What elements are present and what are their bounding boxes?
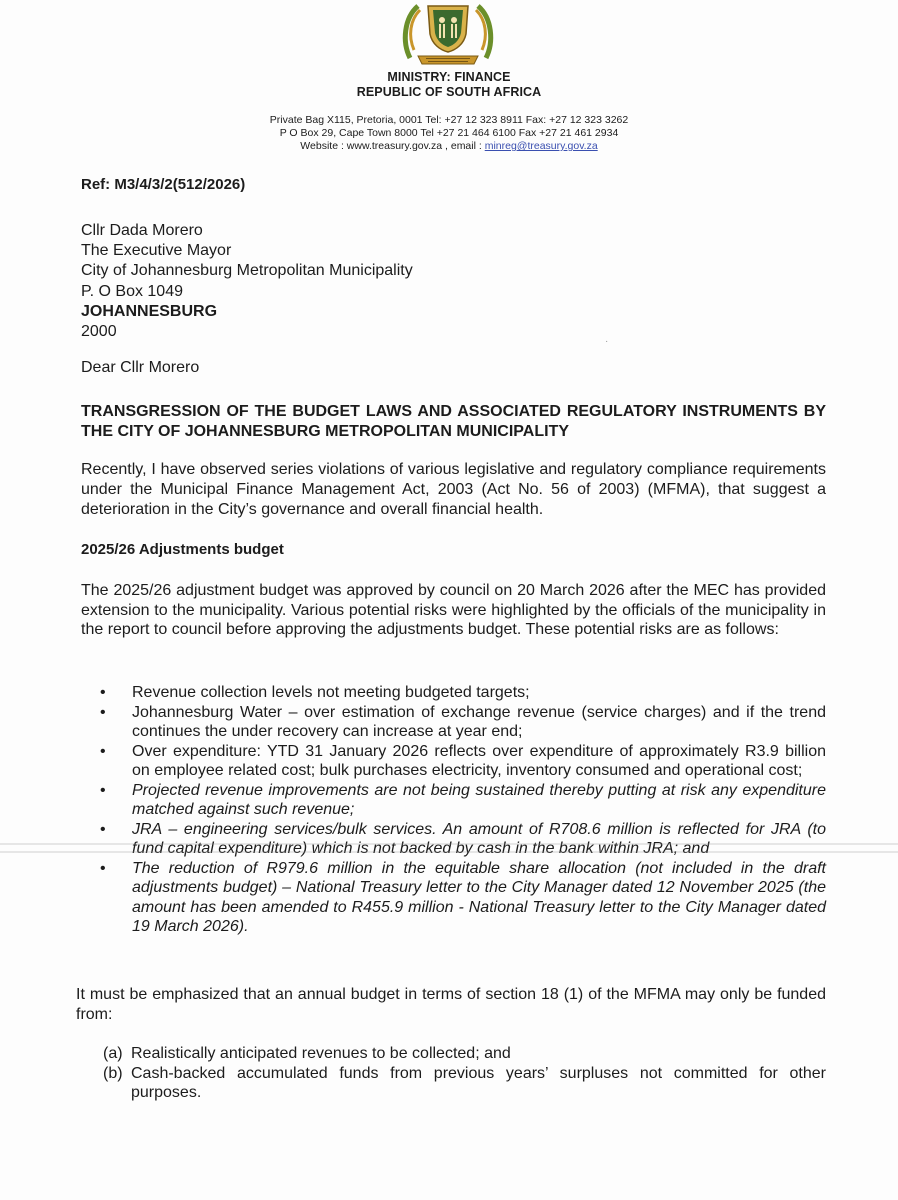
bullet-icon: • [100,703,106,721]
list-item [100,742,826,781]
risk-text: Johannesburg Water – over estimation of exchange revenue (service charges) and if the trend continues the under recovery can increase at year end; [132,703,826,740]
funding-list [103,1044,826,1103]
letterhead-contact [0,114,898,153]
risk-text: JRA – engineering services/bulk services. An amount of R708.6 million is reflected for JRA (to fund capital expenditure) which is not backed by cash in the bank within JRA; and [132,820,826,857]
website-line [0,140,898,153]
list-item [103,1044,826,1064]
recipient-organisation: City of Johannesburg Metropolitan Municipality [81,262,413,280]
risk-text: The reduction of R979.6 million in the equitable share allocation (not included in the draft adjustments budget) – National Treasury letter to the City Manager dated 12 November 2025 (the amount has been amended to R455.9 million - National Treasury letter to the City Manager dated 19 March 2026). [132,859,826,935]
list-item [103,1064,826,1103]
pencil-mark: · [605,336,609,347]
section-paragraph: The 2025/26 adjustment budget was approved by council on 20 March 2026 after the MEC has provided extension to the municipality. Various potential risks were highlighted by the officials of the municipality in the report to council before approving the adjustments budget. These potential risks are as follows: [81,582,826,639]
reference-number: Ref: M3/4/3/2(512/2026) [81,176,246,193]
recipient-address [81,221,413,342]
ministry-heading [0,70,898,100]
coat-of-arms-icon [400,0,496,66]
emphasis-paragraph: It must be emphasized that an annual budget in terms of section 18 (1) of the MFMA may only be funded from: [76,986,826,1023]
risk-text: Revenue collection levels not meeting budgeted targets; [132,684,530,701]
email-link[interactable]: minreg@treasury.gov.za [484,140,598,152]
list-marker: (a) [103,1045,123,1062]
bullet-icon: • [100,859,106,877]
scan-artifact-line [0,851,898,853]
funding-text: Realistically anticipated revenues to be collected; and [131,1045,511,1062]
subject-heading: TRANSGRESSION OF THE BUDGET LAWS AND ASSOCIATED REGULATORY INSTRUMENTS BY THE CITY OF JOHANNESBURG METROPOLITAN MUNICIPALITY [81,403,826,440]
risk-text: Projected revenue improvements are not being sustained thereby putting at risk any expenditure matched against such revenue; [132,781,826,818]
bullet-icon: • [100,684,106,701]
recipient-city: JOHANNESBURG [81,302,218,320]
funding-text: Cash-backed accumulated funds from previous years’ surpluses not committed for other purposes. [131,1064,826,1101]
recipient-name: Cllr Dada Morero [81,222,203,239]
scan-artifact-line [0,843,898,845]
bullet-icon: • [100,781,106,799]
intro-paragraph: Recently, I have observed series violations of various legislative and regulatory compliance requirements under the Municipal Finance Management Act, 2003 (Act No. 56 of 2003) (MFMA), that suggest a deterioration in the City’s governance and overall financial health. [81,461,826,518]
risk-list [100,683,826,937]
recipient-po-box: P. O Box 1049 [81,282,183,300]
bullet-icon: • [100,820,106,838]
cape-town-address: P O Box 29, Cape Town 8000 Tel +27 21 464 6100 Fax +27 21 461 2934 [279,127,619,139]
republic-name: REPUBLIC OF SOUTH AFRICA [356,85,542,99]
section-heading: 2025/26 Adjustments budget [81,541,284,558]
ministry-name: MINISTRY: FINANCE [387,70,511,84]
salutation: Dear Cllr Morero [81,359,200,376]
list-item [100,859,826,937]
list-item [100,703,826,742]
bullet-icon: • [100,742,106,760]
list-item [100,683,826,703]
risk-text: Over expenditure: YTD 31 January 2026 reflects over expenditure of approximately R3.9 billion on employee related cost; bulk purchases electricity, inventory consumed and operational cost; [132,742,826,779]
list-marker: (b) [103,1064,123,1082]
pretoria-address: Private Bag X115, Pretoria, 0001 Tel: +27 12 323 8911 Fax: +27 12 323 3262 [269,114,629,126]
website-text: Website : www.treasury.gov.za , email : [300,140,485,152]
recipient-title: The Executive Mayor [81,242,232,260]
list-item [100,781,826,820]
recipient-postal-code: 2000 [81,323,117,341]
